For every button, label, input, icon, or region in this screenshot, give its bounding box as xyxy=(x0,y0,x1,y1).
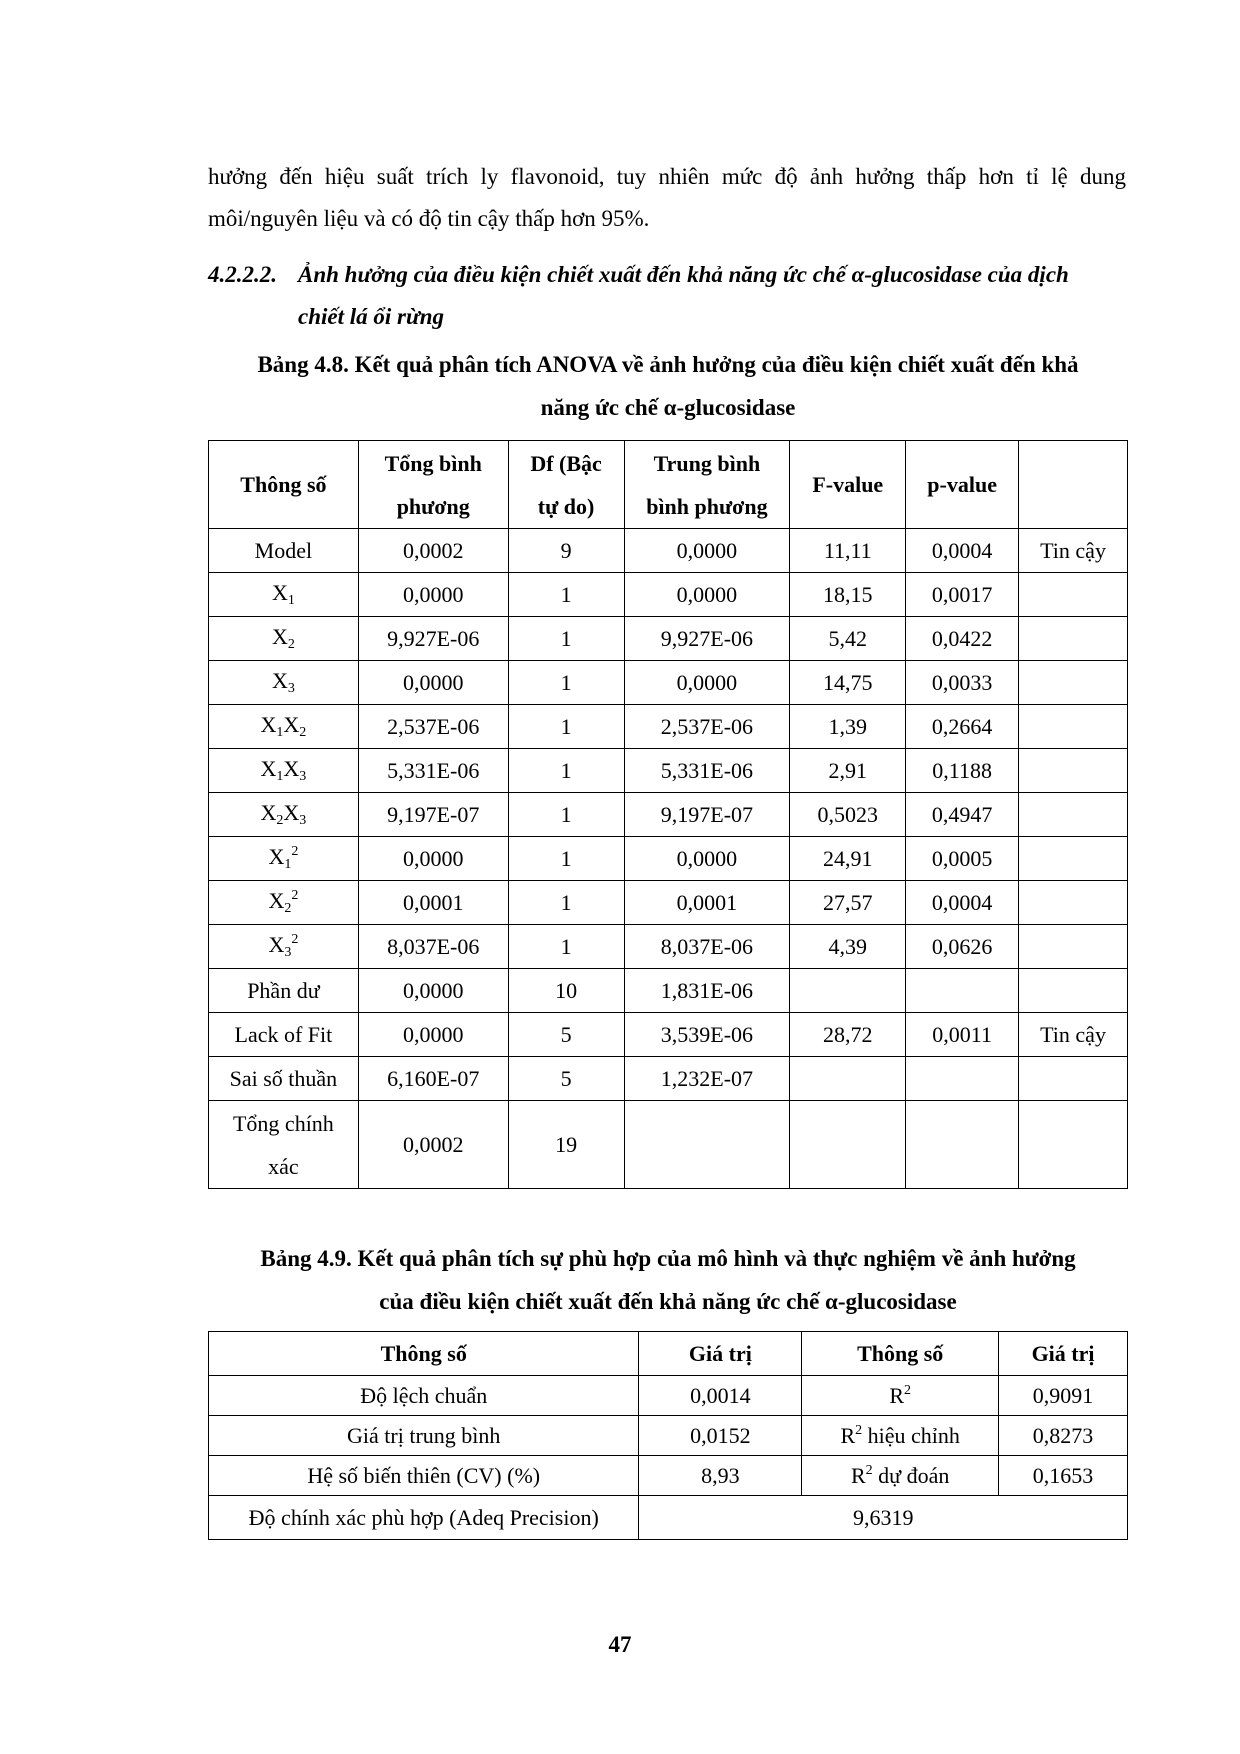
anova-f-cell: 28,72 xyxy=(790,1013,906,1057)
anova-header-row xyxy=(209,441,1128,529)
section-title-line-2: chiết lá ổi rừng xyxy=(298,304,445,329)
anova-ms-cell: 0,0000 xyxy=(624,661,790,705)
page-number: 47 xyxy=(608,1632,632,1657)
anova-ss-cell: 0,0000 xyxy=(358,1013,508,1057)
table-4-9-caption-line-2: của điều kiện chiết xuất đến khả năng ức chế α-glucosidase xyxy=(379,1289,957,1314)
anova-note-cell xyxy=(1019,1057,1128,1101)
anova-param-cell: $X_1X_2$ xyxy=(209,705,359,749)
fit-header-value-1: Giá trị xyxy=(639,1332,802,1376)
header-p-value: p-value xyxy=(906,441,1019,529)
anova-p-cell: 0,2664 xyxy=(906,705,1019,749)
anova-f-cell: 18,15 xyxy=(790,573,906,617)
paragraph-line-1: hưởng đến hiệu suất trích ly flavonoid, tuy nhiên mức độ ảnh hưởng thấp hơn tỉ lệ dung xyxy=(208,164,1126,189)
anova-ms-cell: 8,037E-06 xyxy=(624,925,790,969)
anova-ms-cell: 5,331E-06 xyxy=(624,749,790,793)
fit-param-2: $R^2$ xyxy=(802,1376,999,1416)
total-p xyxy=(906,1101,1019,1189)
anova-f-cell xyxy=(790,1057,906,1101)
anova-p-cell: 0,0626 xyxy=(906,925,1019,969)
anova-df-cell: 1 xyxy=(508,573,624,617)
anova-ss-cell: 0,0002 xyxy=(358,529,508,573)
anova-param-cell: Lack of Fit xyxy=(209,1013,359,1057)
total-ms xyxy=(624,1101,790,1189)
anova-param-cell: $X_1^2$ xyxy=(209,837,359,881)
fit-value-1: 8,93 xyxy=(639,1456,802,1496)
anova-row xyxy=(209,529,1128,573)
anova-ss-cell: 0,0000 xyxy=(358,969,508,1013)
anova-ss-cell: 9,197E-07 xyxy=(358,793,508,837)
anova-f-cell xyxy=(790,969,906,1013)
anova-df-cell: 1 xyxy=(508,881,624,925)
anova-f-cell: 27,57 xyxy=(790,881,906,925)
anova-table xyxy=(208,440,1128,1189)
table-4-9-caption xyxy=(208,1237,1128,1323)
header-note xyxy=(1019,441,1128,529)
anova-ss-cell: 0,0000 xyxy=(358,661,508,705)
anova-row xyxy=(209,925,1128,969)
adeq-precision-label: Độ chính xác phù hợp (Adeq Precision) xyxy=(209,1496,639,1540)
anova-row xyxy=(209,1057,1128,1101)
anova-param-cell: Model xyxy=(209,529,359,573)
anova-row xyxy=(209,705,1128,749)
anova-row xyxy=(209,793,1128,837)
fit-row xyxy=(209,1416,1128,1456)
anova-f-cell: 4,39 xyxy=(790,925,906,969)
anova-row xyxy=(209,1013,1128,1057)
total-label: Tổng chính xác xyxy=(209,1101,359,1189)
fit-param-1: Giá trị trung bình xyxy=(209,1416,639,1456)
anova-f-cell: 2,91 xyxy=(790,749,906,793)
anova-param-cell: Phần dư xyxy=(209,969,359,1013)
anova-p-cell: 0,0005 xyxy=(906,837,1019,881)
anova-note-cell xyxy=(1019,925,1128,969)
anova-df-cell: 9 xyxy=(508,529,624,573)
anova-param-cell: $X_2^2$ xyxy=(209,881,359,925)
anova-note-cell xyxy=(1019,661,1128,705)
model-fit-body xyxy=(209,1376,1128,1496)
anova-ss-cell: 9,927E-06 xyxy=(358,617,508,661)
model-fit-table xyxy=(208,1331,1128,1540)
anova-f-cell: 5,42 xyxy=(790,617,906,661)
anova-df-cell: 5 xyxy=(508,1013,624,1057)
anova-p-cell: 0,0422 xyxy=(906,617,1019,661)
fit-value-2: 0,1653 xyxy=(999,1456,1128,1496)
section-heading xyxy=(208,254,1128,338)
total-note xyxy=(1019,1101,1128,1189)
anova-ms-cell: 0,0000 xyxy=(624,573,790,617)
anova-note-cell: Tin cậy xyxy=(1019,529,1128,573)
section-title-line-1: Ảnh hưởng của điều kiện chiết xuất đến khả năng ức chế α-glucosidase của dịch xyxy=(298,262,1069,287)
anova-ss-cell: 0,0000 xyxy=(358,837,508,881)
anova-param-cell: $X_1$ xyxy=(209,573,359,617)
table-4-9-caption-line-1: Bảng 4.9. Kết quả phân tích sự phù hợp của mô hình và thực nghiệm về ảnh hưởng xyxy=(260,1246,1076,1271)
paragraph-line-2: môi/nguyên liệu và có độ tin cậy thấp hơn 95%. xyxy=(208,206,650,231)
anova-param-cell: Sai số thuần xyxy=(209,1057,359,1101)
anova-ss-cell: 0,0000 xyxy=(358,573,508,617)
section-number: 4.2.2.2. xyxy=(208,262,277,287)
anova-df-cell: 1 xyxy=(508,837,624,881)
anova-param-cell: $X_2$ xyxy=(209,617,359,661)
fit-value-2: 0,8273 xyxy=(999,1416,1128,1456)
anova-row xyxy=(209,617,1128,661)
table-4-8-caption-line-2: năng ức chế α-glucosidase xyxy=(540,395,796,420)
anova-param-cell: $X_3^2$ xyxy=(209,925,359,969)
fit-header-value-2: Giá trị xyxy=(999,1332,1128,1376)
anova-note-cell xyxy=(1019,793,1128,837)
anova-row xyxy=(209,749,1128,793)
fit-header-param-1: Thông số xyxy=(209,1332,639,1376)
anova-df-cell: 1 xyxy=(508,661,624,705)
body-paragraph xyxy=(208,156,1126,240)
anova-p-cell: 0,0004 xyxy=(906,529,1019,573)
anova-row xyxy=(209,573,1128,617)
anova-note-cell xyxy=(1019,837,1128,881)
anova-df-cell: 1 xyxy=(508,617,624,661)
anova-total-row xyxy=(209,1101,1128,1189)
anova-ms-cell: 1,831E-06 xyxy=(624,969,790,1013)
anova-ms-cell: 0,0001 xyxy=(624,881,790,925)
anova-row xyxy=(209,837,1128,881)
anova-param-cell: $X_3$ xyxy=(209,661,359,705)
anova-df-cell: 5 xyxy=(508,1057,624,1101)
fit-param-2: $R^2$ dự đoán xyxy=(802,1456,999,1496)
anova-df-cell: 1 xyxy=(508,705,624,749)
fit-param-2: $R^2$ hiệu chỉnh xyxy=(802,1416,999,1456)
total-df: 19 xyxy=(508,1101,624,1189)
anova-ss-cell: 2,537E-06 xyxy=(358,705,508,749)
anova-ss-cell: 8,037E-06 xyxy=(358,925,508,969)
header-param: Thông số xyxy=(209,441,359,529)
total-ss: 0,0002 xyxy=(358,1101,508,1189)
anova-param-cell: $X_2X_3$ xyxy=(209,793,359,837)
anova-ms-cell: 9,927E-06 xyxy=(624,617,790,661)
anova-ms-cell: 9,197E-07 xyxy=(624,793,790,837)
fit-row xyxy=(209,1376,1128,1416)
anova-f-cell: 24,91 xyxy=(790,837,906,881)
anova-note-cell xyxy=(1019,969,1128,1013)
adeq-precision-row xyxy=(209,1496,1128,1540)
anova-df-cell: 1 xyxy=(508,793,624,837)
anova-note-cell xyxy=(1019,881,1128,925)
anova-p-cell: 0,0017 xyxy=(906,573,1019,617)
anova-note-cell xyxy=(1019,705,1128,749)
anova-row xyxy=(209,881,1128,925)
anova-df-cell: 1 xyxy=(508,925,624,969)
anova-f-cell: 11,11 xyxy=(790,529,906,573)
anova-p-cell: 0,4947 xyxy=(906,793,1019,837)
anova-p-cell xyxy=(906,1057,1019,1101)
anova-f-cell: 0,5023 xyxy=(790,793,906,837)
fit-value-1: 0,0152 xyxy=(639,1416,802,1456)
anova-p-cell xyxy=(906,969,1019,1013)
anova-ms-cell: 0,0000 xyxy=(624,529,790,573)
header-f-value: F-value xyxy=(790,441,906,529)
anova-p-cell: 0,1188 xyxy=(906,749,1019,793)
anova-df-cell: 10 xyxy=(508,969,624,1013)
fit-row xyxy=(209,1456,1128,1496)
fit-value-1: 0,0014 xyxy=(639,1376,802,1416)
anova-p-cell: 0,0011 xyxy=(906,1013,1019,1057)
anova-note-cell xyxy=(1019,749,1128,793)
table-4-8-caption-line-1: Bảng 4.8. Kết quả phân tích ANOVA về ảnh hưởng của điều kiện chiết xuất đến khả xyxy=(257,352,1079,377)
anova-f-cell: 1,39 xyxy=(790,705,906,749)
anova-note-cell: Tin cậy xyxy=(1019,1013,1128,1057)
anova-note-cell xyxy=(1019,617,1128,661)
fit-header-param-2: Thông số xyxy=(802,1332,999,1376)
header-sum-of-squares: Tổng bình phương xyxy=(358,441,508,529)
anova-row xyxy=(209,661,1128,705)
anova-ss-cell: 0,0001 xyxy=(358,881,508,925)
anova-ss-cell: 5,331E-06 xyxy=(358,749,508,793)
anova-ss-cell: 6,160E-07 xyxy=(358,1057,508,1101)
anova-param-cell: $X_1X_3$ xyxy=(209,749,359,793)
fit-header-row xyxy=(209,1332,1128,1376)
header-mean-square: Trung bình bình phương xyxy=(624,441,790,529)
total-f xyxy=(790,1101,906,1189)
anova-row xyxy=(209,969,1128,1013)
header-df: Df (Bậc tự do) xyxy=(508,441,624,529)
anova-table-body xyxy=(209,529,1128,1101)
fit-param-1: Hệ số biến thiên (CV) (%) xyxy=(209,1456,639,1496)
anova-p-cell: 0,0033 xyxy=(906,661,1019,705)
adeq-precision-value: 9,6319 xyxy=(639,1496,1128,1540)
anova-ms-cell: 0,0000 xyxy=(624,837,790,881)
anova-p-cell: 0,0004 xyxy=(906,881,1019,925)
anova-df-cell: 1 xyxy=(508,749,624,793)
anova-note-cell xyxy=(1019,573,1128,617)
anova-ms-cell: 1,232E-07 xyxy=(624,1057,790,1101)
fit-param-1: Độ lệch chuẩn xyxy=(209,1376,639,1416)
anova-ms-cell: 3,539E-06 xyxy=(624,1013,790,1057)
anova-f-cell: 14,75 xyxy=(790,661,906,705)
fit-value-2: 0,9091 xyxy=(999,1376,1128,1416)
anova-ms-cell: 2,537E-06 xyxy=(624,705,790,749)
table-4-8-caption xyxy=(208,343,1128,429)
